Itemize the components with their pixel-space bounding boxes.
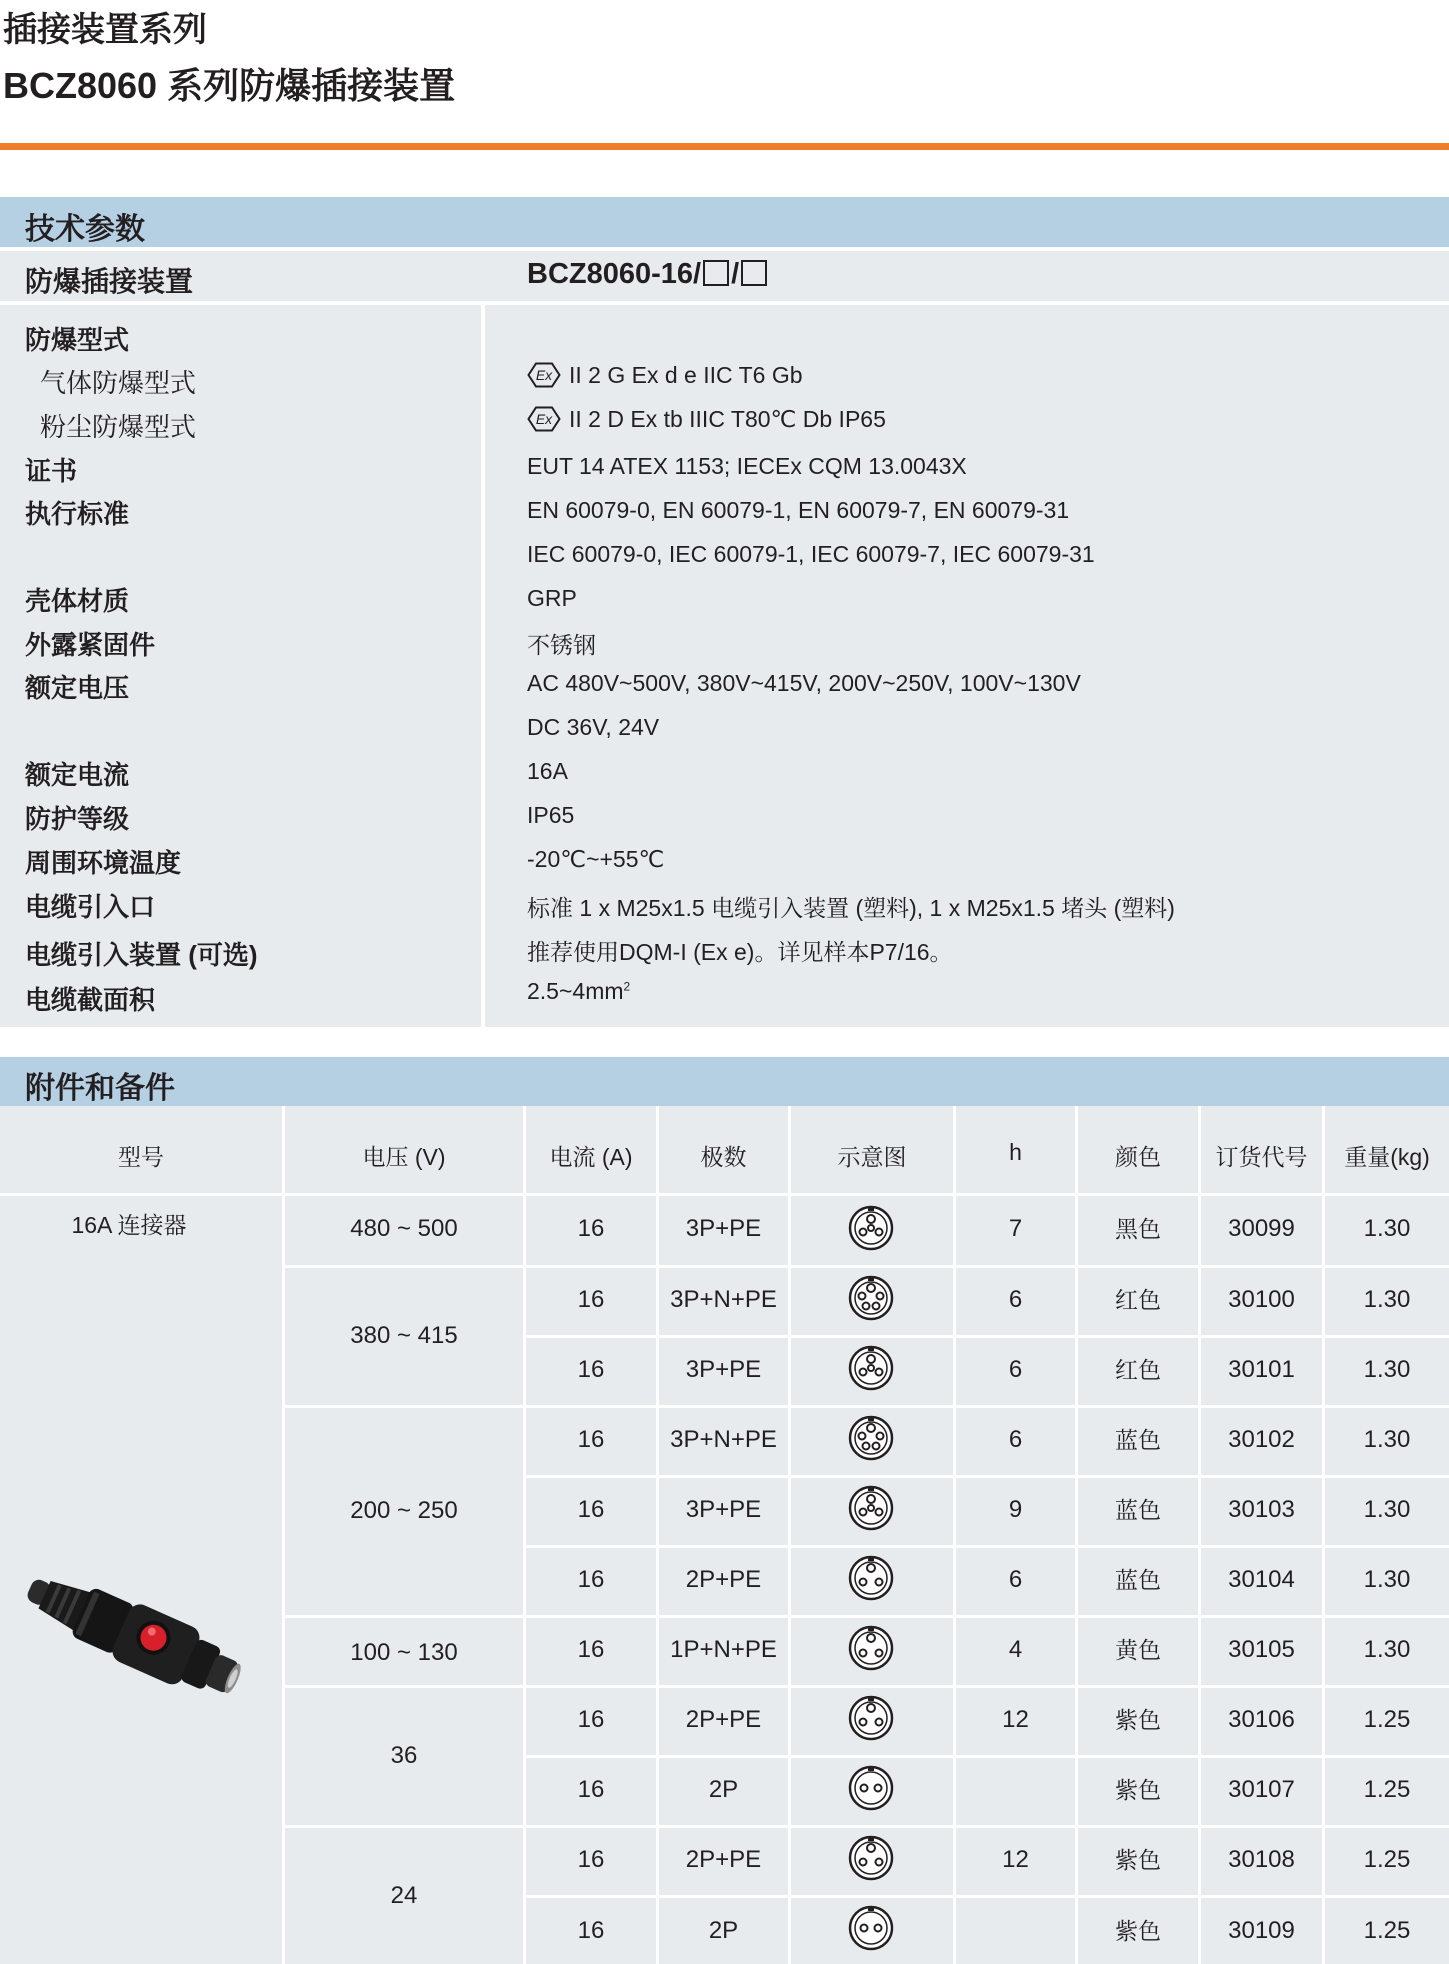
weight-cell: 1.25 — [1363, 1846, 1411, 1873]
row-divider — [284, 1405, 1449, 1408]
connector-product-icon — [20, 1568, 250, 1703]
color-cell: 蓝色 — [1115, 1567, 1161, 1593]
h-cell: 9 — [1008, 1496, 1023, 1523]
pin-3p-pe-icon — [847, 1484, 895, 1532]
h-cell: 6 — [1008, 1286, 1023, 1313]
row-divider — [284, 1685, 1449, 1688]
pin-3p-n-pe-icon — [847, 1414, 895, 1462]
voltage-value-dc: DC 36V, 24V — [527, 714, 660, 740]
housing-value: GRP — [527, 585, 577, 611]
standard-label: 执行标准 — [25, 499, 130, 529]
cable-gland-value: 推荐使用DQM-I (Ex e)。详见样本P7/16。 — [527, 939, 953, 965]
row-divider — [525, 1755, 1449, 1758]
header-row-divider — [0, 1193, 1449, 1196]
series-title: 插接装置系列 — [3, 11, 207, 49]
h-cell: 6 — [1008, 1426, 1023, 1453]
order-no-cell: 30102 — [1228, 1426, 1295, 1453]
pin-3p-pe-icon — [847, 1204, 895, 1252]
weight-cell: 1.30 — [1363, 1426, 1411, 1453]
order-no-cell: 30104 — [1228, 1566, 1295, 1593]
order-no-cell: 30100 — [1228, 1286, 1295, 1313]
h-cell: 12 — [1002, 1706, 1029, 1733]
col-header-model: 型号 — [118, 1144, 164, 1170]
specs-column-divider — [481, 305, 485, 1027]
voltage-group: 36 — [390, 1742, 418, 1769]
weight-cell: 1.25 — [1363, 1706, 1411, 1733]
model-code: BCZ8060-16/ — [527, 258, 702, 290]
col-header-order-no: 订货代号 — [1215, 1144, 1308, 1170]
poles-cell: 3P+N+PE — [670, 1286, 777, 1313]
specs-head-divider — [0, 301, 1449, 305]
weight-cell: 1.30 — [1363, 1566, 1411, 1593]
pin-2p-pe-icon — [847, 1554, 895, 1602]
current-cell: 16 — [577, 1496, 605, 1523]
color-cell: 红色 — [1115, 1357, 1161, 1383]
current-cell: 16 — [577, 1636, 605, 1663]
poles-cell: 2P — [708, 1776, 739, 1803]
row-divider — [525, 1545, 1449, 1548]
color-cell: 紫色 — [1115, 1847, 1161, 1873]
cable-entry-label: 电缆引入口 — [25, 892, 156, 922]
poles-cell: 3P+PE — [685, 1215, 762, 1242]
dust-type-label: 粉尘防爆型式 — [40, 412, 197, 442]
color-cell: 蓝色 — [1115, 1427, 1161, 1453]
weight-cell: 1.30 — [1363, 1356, 1411, 1383]
order-no-cell: 30107 — [1228, 1776, 1295, 1803]
col-header-color: 颜色 — [1115, 1144, 1161, 1170]
h-cell: 12 — [1002, 1846, 1029, 1873]
pin-3p-n-pe-icon — [847, 1274, 895, 1322]
column-divider — [788, 1106, 791, 1964]
fastener-value: 不锈钢 — [527, 632, 596, 658]
row-divider — [284, 1825, 1449, 1828]
variant-placeholder-box — [703, 260, 729, 286]
weight-cell: 1.25 — [1363, 1776, 1411, 1803]
pin-2p-pe-icon — [847, 1694, 895, 1742]
current-cell: 16 — [577, 1215, 605, 1242]
h-cell: 4 — [1008, 1636, 1023, 1663]
voltage-group: 380 ~ 415 — [350, 1322, 458, 1349]
voltage-value-ac: AC 480V~500V, 380V~415V, 200V~250V, 100V~130V — [527, 670, 1081, 696]
order-no-cell: 30106 — [1228, 1706, 1295, 1733]
header-divider — [0, 143, 1449, 150]
current-cell: 16 — [577, 1846, 605, 1873]
accessories-section-title: 附件和备件 — [25, 1072, 175, 1105]
gas-type-label: 气体防爆型式 — [40, 368, 197, 398]
color-cell: 紫色 — [1115, 1777, 1161, 1803]
current-value: 16A — [527, 758, 568, 784]
color-cell: 紫色 — [1115, 1918, 1161, 1944]
col-header-current: 电流 (A) — [549, 1144, 633, 1170]
cable-section-value — [527, 978, 630, 1005]
row-divider — [525, 1895, 1449, 1898]
col-header-weight: 重量(kg) — [1344, 1144, 1430, 1170]
standard-value-en: EN 60079-0, EN 60079-1, EN 60079-7, EN 60079-31 — [527, 497, 1070, 523]
voltage-group: 100 ~ 130 — [350, 1639, 458, 1666]
color-cell: 蓝色 — [1115, 1497, 1161, 1523]
pin-1p-n-pe-icon — [847, 1624, 895, 1672]
voltage-group: 480 ~ 500 — [350, 1215, 458, 1242]
gas-type-text: II 2 G Ex d e IIC T6 Gb — [569, 362, 803, 388]
current-cell: 16 — [577, 1917, 605, 1944]
poles-cell: 2P+PE — [685, 1846, 762, 1873]
cable-gland-label: 电缆引入装置 (可选) — [25, 940, 258, 970]
voltage-group: 200 ~ 250 — [350, 1497, 458, 1524]
poles-cell: 3P+N+PE — [670, 1426, 777, 1453]
row-divider — [284, 1615, 1449, 1618]
col-header-diagram: 示意图 — [837, 1144, 907, 1170]
pin-3p-pe-icon — [847, 1344, 895, 1392]
order-no-cell: 30103 — [1228, 1496, 1295, 1523]
housing-label: 壳体材质 — [25, 586, 130, 616]
svg-text:Ex: Ex — [535, 367, 553, 383]
pin-2p-pe-icon — [847, 1834, 895, 1882]
col-header-h: h — [1009, 1139, 1022, 1165]
poles-cell: 2P — [708, 1917, 739, 1944]
specs-head-label: 防爆插接装置 — [25, 266, 194, 297]
dust-type-text: II 2 D Ex tb IIIC T80℃ Db IP65 — [569, 406, 886, 432]
product-title: BCZ8060 系列防爆插接装置 — [3, 65, 456, 106]
color-cell: 黑色 — [1115, 1216, 1161, 1242]
temperature-label: 周围环境温度 — [25, 848, 182, 878]
current-cell: 16 — [577, 1286, 605, 1313]
weight-cell: 1.30 — [1363, 1286, 1411, 1313]
color-cell: 黄色 — [1115, 1637, 1161, 1663]
h-cell: 6 — [1008, 1566, 1023, 1593]
order-no-cell: 30105 — [1228, 1636, 1295, 1663]
svg-text:Ex: Ex — [535, 411, 553, 427]
dust-type-value — [527, 406, 886, 433]
pin-2p-icon — [847, 1764, 895, 1812]
poles-cell: 2P+PE — [685, 1566, 762, 1593]
fastener-label: 外露紧固件 — [25, 630, 156, 660]
specs-head-model — [527, 258, 769, 291]
model-name: 16A 连接器 — [71, 1212, 187, 1238]
pin-2p-icon — [847, 1904, 895, 1952]
color-cell: 紫色 — [1115, 1707, 1161, 1733]
specs-section-title: 技术参数 — [25, 213, 145, 246]
protection-label: 防护等级 — [25, 804, 130, 834]
current-cell: 16 — [577, 1776, 605, 1803]
current-label: 额定电流 — [25, 760, 130, 790]
current-cell: 16 — [577, 1356, 605, 1383]
weight-cell: 1.25 — [1363, 1917, 1411, 1944]
poles-cell: 3P+PE — [685, 1496, 762, 1523]
cable-entry-value: 标准 1 x M25x1.5 电缆引入装置 (塑料), 1 x M25x1.5 堵头 (塑料) — [527, 895, 1175, 921]
standard-value-iec: IEC 60079-0, IEC 60079-1, IEC 60079-7, IEC 60079-31 — [527, 541, 1095, 567]
h-cell: 7 — [1008, 1215, 1023, 1242]
accessories-section-header — [0, 1057, 1449, 1106]
order-no-cell: 30109 — [1228, 1917, 1295, 1944]
temperature-value: -20℃~+55℃ — [527, 846, 665, 872]
poles-cell: 3P+PE — [685, 1356, 762, 1383]
model-separator: / — [731, 258, 740, 290]
order-no-cell: 30101 — [1228, 1356, 1295, 1383]
cert-value: EUT 14 ATEX 1153; IECEx CQM 13.0043X — [527, 453, 967, 479]
row-divider — [525, 1335, 1449, 1338]
col-header-poles: 极数 — [700, 1144, 747, 1170]
weight-cell: 1.30 — [1363, 1215, 1411, 1242]
h-cell: 6 — [1008, 1356, 1023, 1383]
voltage-group: 24 — [390, 1882, 418, 1909]
protection-value: IP65 — [527, 802, 575, 828]
color-cell: 红色 — [1115, 1287, 1161, 1313]
explosion-type-label: 防爆型式 — [25, 325, 130, 355]
order-no-cell: 30099 — [1228, 1215, 1295, 1242]
col-header-voltage: 电压 (V) — [362, 1144, 446, 1170]
poles-cell: 2P+PE — [685, 1706, 762, 1733]
ex-mark-icon — [527, 362, 561, 388]
cable-section-text: 2.5~4mm — [527, 978, 624, 1004]
current-cell: 16 — [577, 1566, 605, 1593]
row-divider — [525, 1475, 1449, 1478]
row-divider — [284, 1265, 1449, 1268]
specs-section-header — [0, 197, 1449, 247]
weight-cell: 1.30 — [1363, 1636, 1411, 1663]
ex-mark-icon — [527, 406, 561, 432]
weight-cell: 1.30 — [1363, 1496, 1411, 1523]
cable-section-sup: 2 — [623, 979, 631, 994]
cable-section-label: 电缆截面积 — [25, 985, 156, 1015]
poles-cell: 1P+N+PE — [670, 1636, 777, 1663]
gas-type-value — [527, 362, 803, 389]
current-cell: 16 — [577, 1426, 605, 1453]
variant-placeholder-box — [741, 260, 767, 286]
order-no-cell: 30108 — [1228, 1846, 1295, 1873]
voltage-label: 额定电压 — [25, 673, 130, 703]
cert-label: 证书 — [25, 456, 78, 486]
current-cell: 16 — [577, 1706, 605, 1733]
